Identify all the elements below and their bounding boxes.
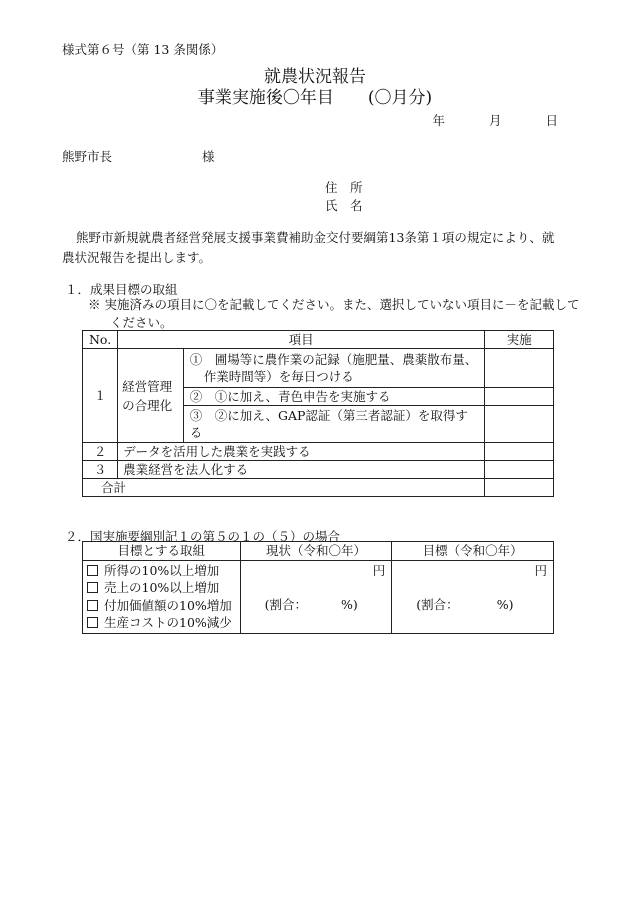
percent-label: %) xyxy=(340,597,358,612)
intro-paragraph: 熊野市新規就農者経営発展支援事業費補助金交付要綱第13条第１項の規定により、就農状況報告を提出します。 xyxy=(62,230,555,265)
current-cell[interactable] xyxy=(240,560,392,633)
addressee xyxy=(62,147,215,165)
section1-heading: １．成果目標の取組 xyxy=(65,282,178,297)
row2-item: データを活用した農業を実践する xyxy=(118,443,485,461)
date-year: 年 xyxy=(432,113,446,128)
form-number: 様式第６号（第 13 条関係） xyxy=(62,42,224,57)
row1-sub3-done-cell[interactable] xyxy=(485,406,554,443)
table-row xyxy=(83,349,554,388)
current-yen: 円 xyxy=(372,562,386,578)
name-label: 氏 名 xyxy=(325,198,363,213)
table-header-row xyxy=(83,542,554,561)
row2-no: ２ xyxy=(83,443,118,461)
row1-no: １ xyxy=(83,349,118,443)
table-row xyxy=(83,443,554,461)
address-label: 住 所 xyxy=(325,180,363,195)
option-income[interactable] xyxy=(87,562,236,580)
row1-sub2: ② ①に加え、青色申告を実施する xyxy=(183,388,485,406)
row3-no: ３ xyxy=(83,461,118,479)
option-label: 売上の10%以上増加 xyxy=(104,580,220,595)
target-table xyxy=(82,541,554,634)
option-label: 所得の10%以上増加 xyxy=(104,562,220,578)
date-month: 月 xyxy=(489,113,502,128)
table-header-row xyxy=(83,331,554,349)
checkbox[interactable] xyxy=(87,617,98,628)
option-label: 生産コストの10%減少 xyxy=(104,615,232,630)
section2-heading: ２．国実施要綱別記１の第５の１の（５）の場合 xyxy=(65,529,341,544)
header-goal: 目標とする取組 xyxy=(83,542,241,561)
header-current: 現状（令和〇年） xyxy=(240,542,392,561)
goal-options xyxy=(83,560,241,633)
option-sales[interactable] xyxy=(87,579,236,597)
header-item: 項目 xyxy=(118,331,485,349)
section1-note: ※ 実施済みの項目に〇を記載してください。また、選択していない項目に－を記載してください。 xyxy=(88,297,580,330)
target-cell[interactable] xyxy=(392,560,554,633)
option-value-added[interactable] xyxy=(87,597,236,615)
addressee-honorific: 様 xyxy=(202,149,215,164)
row3-item: 農業経営を法人化する xyxy=(118,461,485,479)
ratio-label: (割合： xyxy=(416,597,459,612)
header-no: No. xyxy=(83,331,118,349)
checkbox[interactable] xyxy=(87,600,98,611)
option-cost[interactable] xyxy=(87,614,236,632)
row3-done-cell[interactable] xyxy=(485,461,554,479)
target-yen: 円 xyxy=(534,562,547,578)
date-day: 日 xyxy=(545,113,558,128)
header-target: 目標（令和〇年） xyxy=(392,542,554,561)
date-line xyxy=(433,111,558,129)
target-ratio xyxy=(398,596,547,614)
row1-category: 経営管理の合理化 xyxy=(118,349,184,443)
outcome-table xyxy=(82,330,554,497)
report-subtitle: 事業実施後〇年目 (〇月分) xyxy=(197,88,433,108)
addressee-name: 熊野市長 xyxy=(62,149,113,164)
table-row xyxy=(83,560,554,633)
header-done: 実施 xyxy=(485,331,554,349)
ratio-label: (割合： xyxy=(264,597,307,612)
row1-sub1: ① 圃場等に農作業の記録（施肥量、農薬散布量、作業時間等）を毎日つける xyxy=(183,349,485,388)
row2-done-cell[interactable] xyxy=(485,443,554,461)
total-row xyxy=(83,479,554,497)
percent-label: %) xyxy=(496,597,514,612)
report-title: 就農状況報告 xyxy=(264,67,366,87)
current-ratio xyxy=(247,596,386,614)
total-cell[interactable] xyxy=(485,479,554,497)
row1-sub2-done-cell[interactable] xyxy=(485,388,554,406)
checkbox[interactable] xyxy=(87,582,98,593)
row1-sub3: ③ ②に加え、GAP認証（第三者認証）を取得する xyxy=(183,406,485,443)
total-label: 合計 xyxy=(83,479,485,497)
checkbox[interactable] xyxy=(87,565,98,576)
option-label: 付加価値額の10%増加 xyxy=(104,597,232,613)
row1-sub1-done-cell[interactable] xyxy=(485,349,554,388)
table-row xyxy=(83,461,554,479)
